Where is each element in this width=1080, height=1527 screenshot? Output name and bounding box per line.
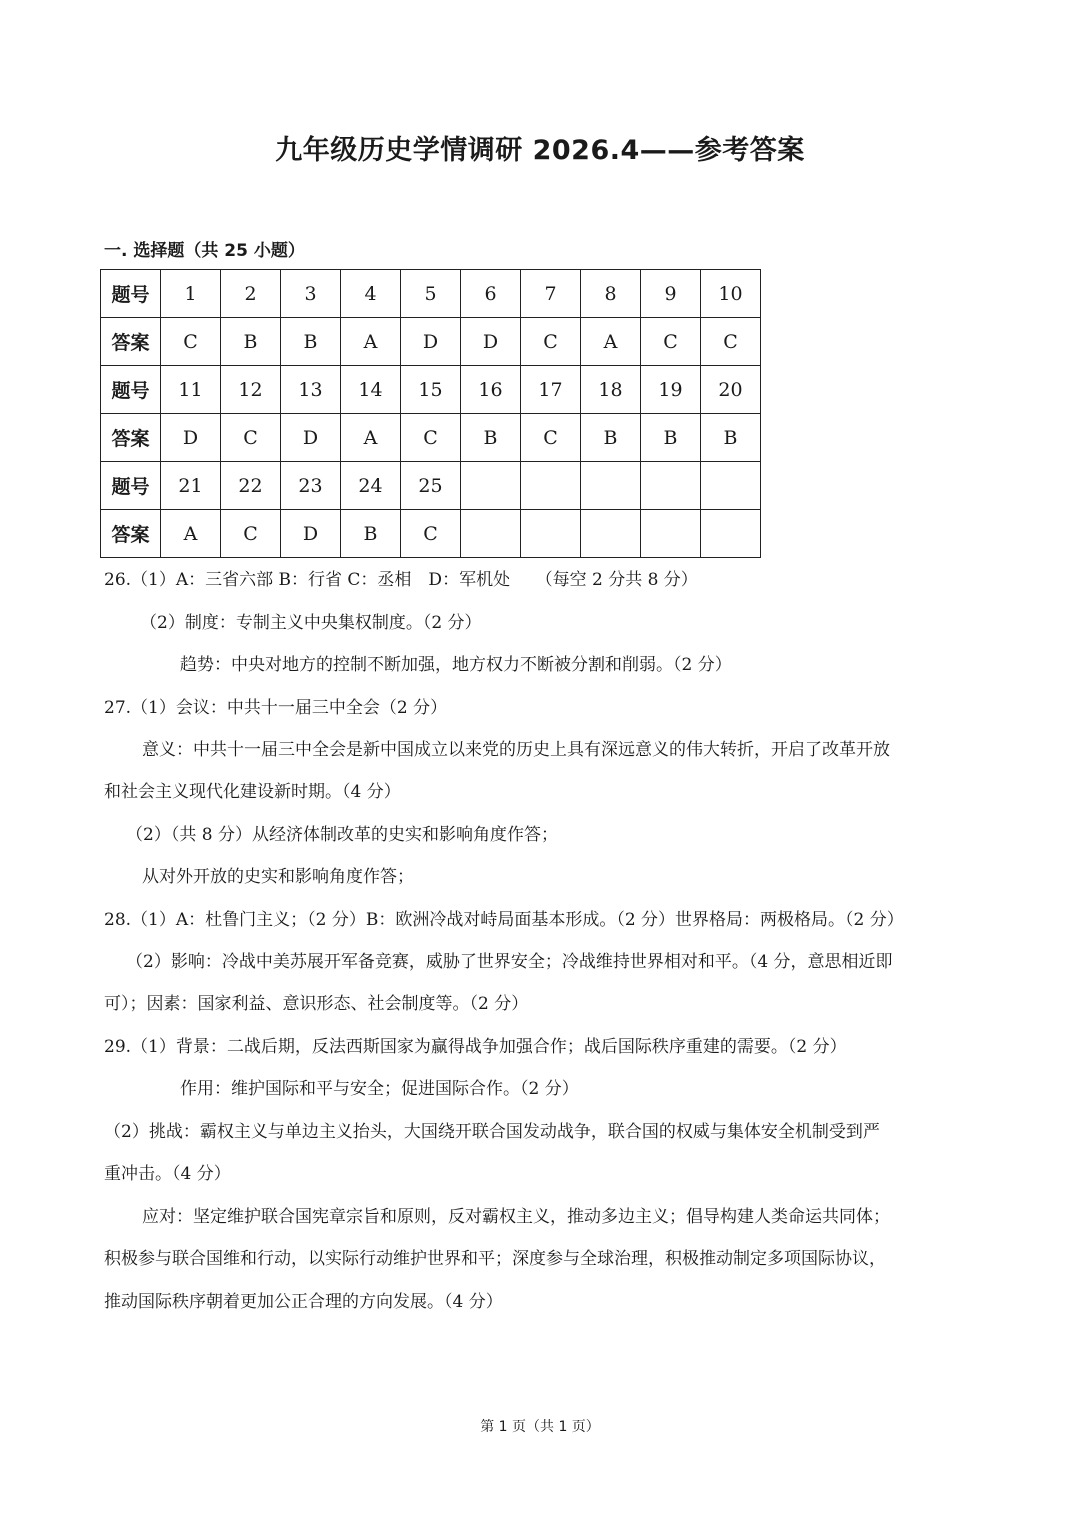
answer-cell: D [161, 414, 221, 462]
empty-cell [521, 462, 581, 510]
question-number: 12 [221, 366, 281, 414]
question-number: 21 [161, 462, 221, 510]
question-number: 17 [521, 366, 581, 414]
answer-cell: D [281, 414, 341, 462]
section-heading: 一. 选择题（共 25 小题） [104, 241, 305, 261]
answer-cell: A [341, 318, 401, 366]
answer-line-q27-4: （2）（共 8 分）从经济体制改革的史实和影响角度作答； [126, 825, 558, 845]
row-header: 题号 [101, 462, 161, 510]
empty-cell [581, 462, 641, 510]
answer-cell: C [161, 318, 221, 366]
answer-line-q27-5: 从对外开放的史实和影响角度作答； [142, 867, 414, 887]
answer-line-q26-3: 趋势：中央对地方的控制不断加强，地方权力不断被分割和削弱。（2 分） [180, 655, 732, 675]
answer-cell: C [521, 414, 581, 462]
answer-cell: B [581, 414, 641, 462]
table-row [101, 366, 761, 414]
answer-cell: C [641, 318, 701, 366]
question-number: 23 [281, 462, 341, 510]
page-footer: 第 1 页（共 1 页） [480, 1419, 600, 1435]
answer-cell: C [701, 318, 761, 366]
answer-line-q29-4: 重冲击。（4 分） [104, 1164, 231, 1184]
question-number: 19 [641, 366, 701, 414]
table-row [101, 414, 761, 462]
answer-cell: A [161, 510, 221, 558]
question-number: 5 [401, 270, 461, 318]
question-number: 9 [641, 270, 701, 318]
answer-cell: D [461, 318, 521, 366]
answer-cell: B [641, 414, 701, 462]
answer-cell: B [221, 318, 281, 366]
question-number: 20 [701, 366, 761, 414]
empty-cell [701, 462, 761, 510]
answer-cell: D [281, 510, 341, 558]
answer-table [100, 269, 761, 558]
table-row [101, 318, 761, 366]
answer-line-q27-3: 和社会主义现代化建设新时期。（4 分） [104, 782, 401, 802]
question-number: 1 [161, 270, 221, 318]
answer-line-q29-5: 应对：坚定维护联合国宪章宗旨和原则，反对霸权主义，推动多边主义；倡导构建人类命运共同体； [142, 1207, 890, 1227]
empty-cell [461, 510, 521, 558]
empty-cell [581, 510, 641, 558]
answer-cell: A [341, 414, 401, 462]
row-header: 题号 [101, 366, 161, 414]
answer-line-q26-2: （2）制度：专制主义中央集权制度。（2 分） [140, 613, 482, 633]
answer-cell: B [341, 510, 401, 558]
answer-line-q29-3: （2）挑战：霸权主义与单边主义抬头，大国绕开联合国发动战争，联合国的权威与集体安全机制受到严 [104, 1122, 880, 1142]
empty-cell [461, 462, 521, 510]
answer-cell: C [221, 510, 281, 558]
answer-cell: C [521, 318, 581, 366]
empty-cell [641, 510, 701, 558]
answer-cell: B [701, 414, 761, 462]
question-number: 14 [341, 366, 401, 414]
row-header: 答案 [101, 510, 161, 558]
row-header: 答案 [101, 318, 161, 366]
answer-line-q28-2: （2）影响：冷战中美苏展开军备竞赛，威胁了世界安全；冷战维持世界相对和平。（4 分，意思相近即 [126, 952, 893, 972]
answer-line-q29-6: 积极参与联合国维和行动，以实际行动维护世界和平；深度参与全球治理，积极推动制定多项国际协议， [104, 1249, 886, 1269]
question-number: 25 [401, 462, 461, 510]
question-number: 6 [461, 270, 521, 318]
answer-line-q29-1: 29.（1）背景：二战后期，反法西斯国家为赢得战争加强合作；战后国际秩序重建的需要。（2 分） [104, 1037, 847, 1057]
question-number: 8 [581, 270, 641, 318]
answer-line-q28-1: 28.（1）A：杜鲁门主义；（2 分）B：欧洲冷战对峙局面基本形成。（2 分）世界格局：两极格局。（2 分） [104, 910, 904, 930]
answer-cell: A [581, 318, 641, 366]
row-header: 题号 [101, 270, 161, 318]
question-number: 13 [281, 366, 341, 414]
answer-line-q29-7: 推动国际秩序朝着更加公正合理的方向发展。（4 分） [104, 1292, 503, 1312]
question-number: 2 [221, 270, 281, 318]
answer-cell: B [461, 414, 521, 462]
question-number: 10 [701, 270, 761, 318]
answer-line-q27-2: 意义：中共十一届三中全会是新中国成立以来党的历史上具有深远意义的伟大转折，开启了改革开放 [142, 740, 890, 760]
answer-cell: D [401, 318, 461, 366]
row-header: 答案 [101, 414, 161, 462]
answer-line-q29-2: 作用：维护国际和平与安全；促进国际合作。（2 分） [180, 1079, 579, 1099]
question-number: 24 [341, 462, 401, 510]
question-number: 4 [341, 270, 401, 318]
table-row [101, 462, 761, 510]
page-title: 九年级历史学情调研 2026.4——参考答案 [275, 135, 805, 166]
answer-cell: C [401, 414, 461, 462]
answer-cell: C [221, 414, 281, 462]
table-row [101, 510, 761, 558]
question-number: 22 [221, 462, 281, 510]
question-number: 7 [521, 270, 581, 318]
answer-cell: C [401, 510, 461, 558]
answer-cell: B [281, 318, 341, 366]
empty-cell [701, 510, 761, 558]
answer-line-q28-3: 可）；因素：国家利益、意识形态、社会制度等。（2 分） [104, 994, 529, 1014]
question-number: 15 [401, 366, 461, 414]
question-number: 3 [281, 270, 341, 318]
question-number: 11 [161, 366, 221, 414]
answer-line-q26-1: 26.（1）A：三省六部 B：行省 C：丞相 D：军机处 （每空 2 分共 8 分） [104, 570, 698, 590]
empty-cell [521, 510, 581, 558]
question-number: 16 [461, 366, 521, 414]
question-number: 18 [581, 366, 641, 414]
empty-cell [641, 462, 701, 510]
answer-line-q27-1: 27.（1）会议：中共十一届三中全会（2 分） [104, 698, 448, 718]
table-row [101, 270, 761, 318]
